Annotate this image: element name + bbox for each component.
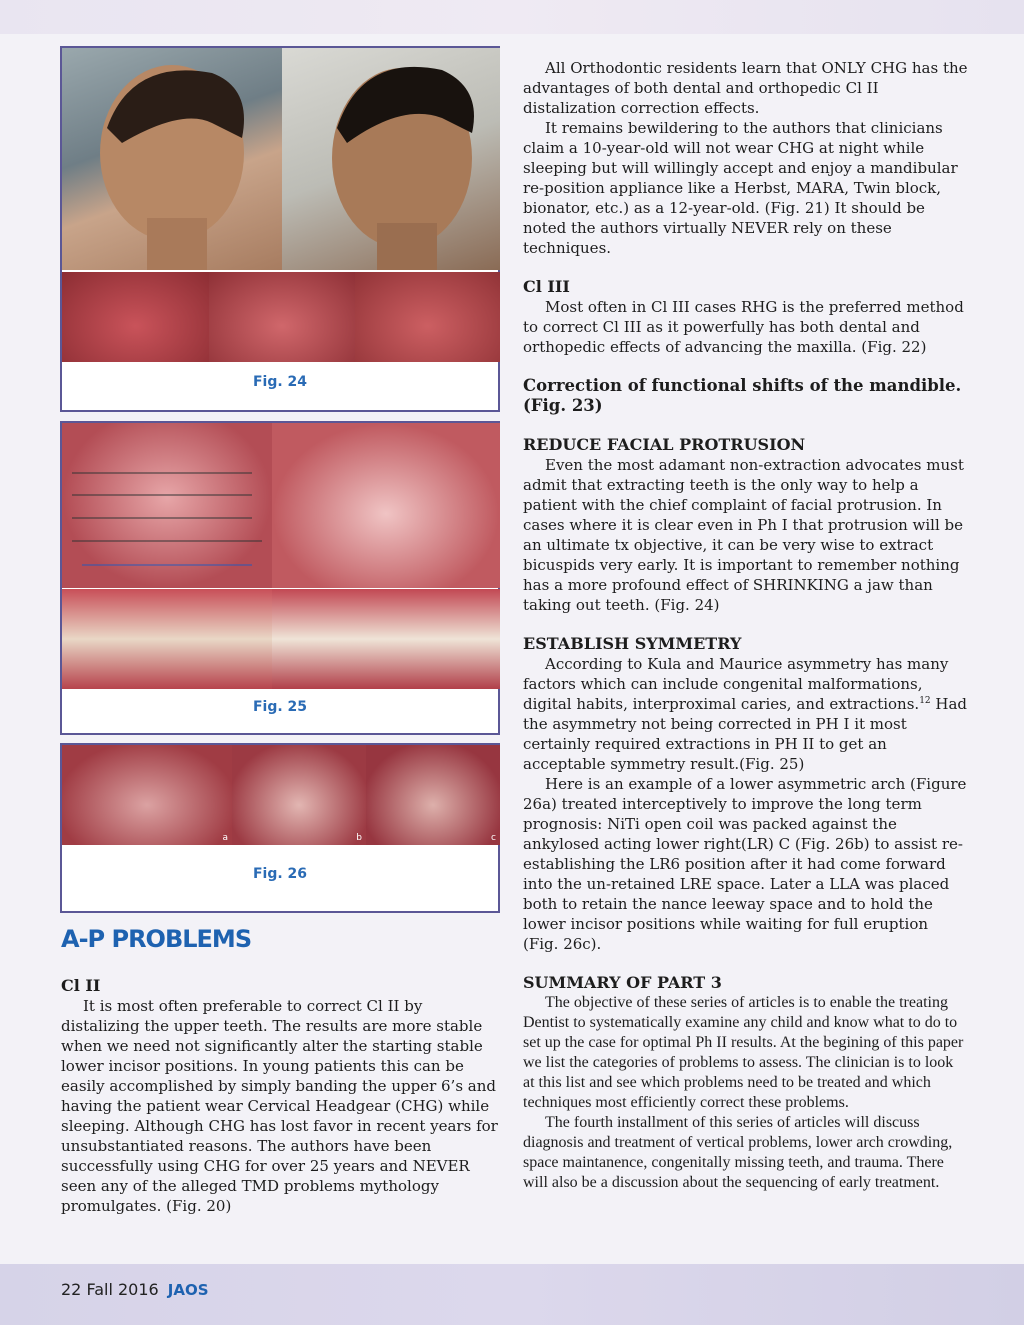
maxillary-arch-photo — [62, 423, 272, 588]
symmetry-text-b: Had the asymmetry not being corrected in PH I it most certainly required extractions in PH II to get an acceptable symmetry result.(Fig. 25) — [523, 695, 968, 773]
figure-25 — [60, 421, 500, 735]
lower-arch-photo-c — [366, 745, 500, 845]
profile-photo-before — [62, 48, 282, 270]
occlusal-photo-1 — [62, 272, 209, 362]
left-column — [61, 976, 501, 1216]
subheading-reduce-protrusion: REDUCE FACIAL PROTRUSION — [523, 435, 806, 454]
figure-24-caption: Fig. 24 — [252, 374, 308, 390]
mandibular-arch-photo — [272, 423, 500, 588]
symmetry-text-a: According to Kula and Maurice asymmetry has many factors which can include congenital malformations, digital habits, interproximal caries, and extractions. — [523, 655, 949, 713]
paragraph-summary-fourth: The fourth installment of this series of articles will discuss diagnosis and treatment of vertical problems, lower arch crowding, space maintanence, congenitally missing teeth, and trauma. There will also be a discussion about the sequencing of early treatment. — [523, 1114, 953, 1191]
paragraph-chg-advantages: All Orthodontic residents learn that ONLY CHG has the advantages of both dental and orthopedic Cl II distalization correction effects. — [523, 59, 968, 117]
figure-26-caption: Fig. 26 — [252, 866, 308, 882]
subheading-summary: SUMMARY OF PART 3 — [523, 973, 722, 992]
subheading-cl-iii: Cl III — [523, 277, 570, 296]
paragraph-summary-objective: The objective of these series of articles is to enable the treating Dentist to systematically examine any child and know what to do to set up the case for optimal Ph II results. At the begining of this paper we list the categories of problems to assess. The clinician is to look at this list and see which problems need to be treated and which techniques most efficiently correct these problems. — [523, 994, 964, 1111]
figure-24 — [60, 46, 500, 412]
paragraph-asymmetric-arch: Here is an example of a lower asymmetric arch (Figure 26a) treated interceptively to improve the long term prognosis: NiTi open coil was packed against the ankylosed acting lower right(LR) C (Fig. 26b) to assist re-establishing the LR6 position after it had come forward into the un-retained LRE space. Later a LLA was placed both to retain the nance leeway space and to hold the lower incisor positions while waiting for full eruption (Fig. 26c). — [523, 775, 967, 953]
subheading-establish-symmetry: ESTABLISH SYMMETRY — [523, 634, 742, 653]
journal-name: JAOS — [167, 1281, 209, 1299]
occlusal-photo-2 — [209, 272, 355, 362]
figure-26 — [60, 743, 500, 913]
panel-label-b: b — [356, 833, 362, 843]
lower-arch-photo-a — [62, 745, 232, 845]
lower-arch-photo-b — [232, 745, 366, 845]
header-band — [0, 0, 1024, 34]
profile-photo-after — [282, 48, 500, 270]
citation-superscript: 12 — [919, 696, 931, 706]
subheading-functional-shifts: Correction of functional shifts of the mandible. (Fig. 23) — [523, 376, 962, 415]
occlusal-photo-3 — [355, 272, 500, 362]
right-column — [523, 58, 968, 1193]
paragraph-cl-iii: Most often in Cl III cases RHG is the preferred method to correct Cl III as it powerfully has both dental and orthopedic effects of advancing the maxilla. (Fig. 22) — [523, 298, 964, 356]
figure-25-caption: Fig. 25 — [252, 699, 308, 715]
section-heading-ap-problems: A-P PROBLEMS — [61, 925, 252, 953]
page-number: 22 — [61, 1280, 82, 1299]
paragraph-reduce-protrusion: Even the most adamant non-extraction advocates must admit that extracting teeth is the only way to help a patient with the chief complaint of facial protrusion. In cases where it is clear even in Ph I that protrusion will be an ultimate tx objective, it can be very wise to extract bicuspids very early. It is important to remember nothing has a more profound effect of SHRINKING a jaw than taking out teeth. (Fig. 24) — [523, 456, 964, 614]
buccal-view-left-photo — [62, 589, 272, 689]
issue-label: Fall 2016 — [86, 1280, 159, 1299]
paragraph-symmetry — [523, 654, 968, 774]
panel-label-a: a — [222, 833, 228, 843]
paragraph-cl-ii: It is most often preferable to correct Cl II by distalizing the upper teeth. The results are more stable when we need not significantly alter the starting stable lower incisor positions. In young patients this can be easily accomplished by simply banding the upper 6’s and having the patient wear Cervical Headgear (CHG) while sleeping. Although CHG has lost favor in recent years for unsubstantiated reasons. The authors have been successfully using CHG for over 25 years and NEVER seen any of the alleged TMD problems mythology promulgates. (Fig. 20) — [61, 997, 498, 1215]
panel-label-c: c — [491, 833, 496, 843]
paragraph-bewildering: It remains bewildering to the authors that clinicians claim a 10-year-old will not wear CHG at night while sleeping but will willingly accept and enjoy a mandibular re-position appliance like a Herbst, MARA, Twin block, bionator, etc.) as a 12-year-old. (Fig. 21) It should be noted the authors virtually NEVER rely on these techniques. — [523, 119, 958, 257]
page-footer — [61, 1280, 209, 1299]
subheading-cl-ii: Cl II — [61, 976, 101, 995]
buccal-view-right-photo — [272, 589, 500, 689]
